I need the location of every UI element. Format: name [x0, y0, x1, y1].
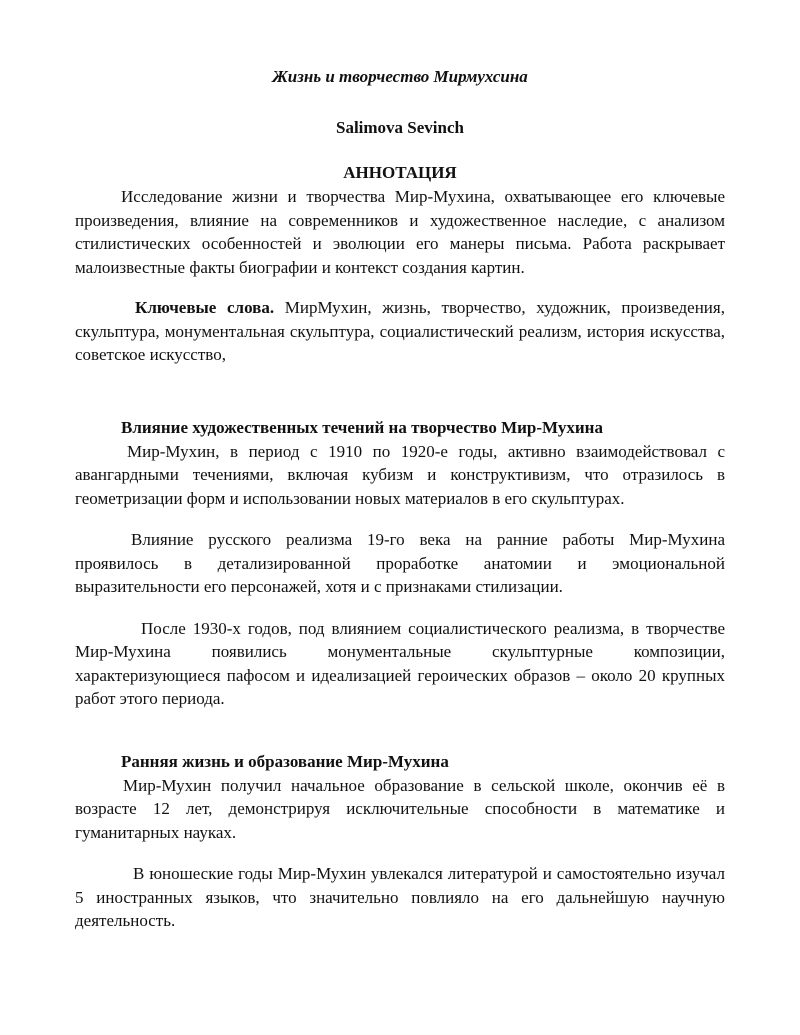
section-heading-early-life: Ранняя жизнь и образование Мир-Мухина — [121, 751, 449, 771]
keywords-text: МирМухин, жизнь, творчество, художник, произведения, скульптура, монументальная скульптура, социалистический реализм, история искусства, советское искусство, — [75, 298, 725, 364]
keywords-paragraph — [75, 296, 725, 367]
section-paragraph: Влияние русского реализма 19-го века на ранние работы Мир-Мухина проявилось в детализированной проработке анатомии и эмоциональной выразительности его персонажей, хотя и с признаками стилизации. — [75, 530, 725, 596]
keywords-label: Ключевые слова. — [135, 298, 275, 317]
section-paragraph: Мир-Мухин получил начальное образование в сельской школе, окончив её в возрасте 12 лет, демонстрируя исключительные способности в математике и гуманитарных науках. — [75, 775, 725, 842]
section-paragraph: В юношеские годы Мир-Мухин увлекался литературой и самостоятельно изучал 5 иностранных языков, что значительно повлияло на его дальнейшую научную деятельность. — [75, 864, 725, 930]
author-name: Salimova Sevinch — [336, 118, 464, 137]
section-paragraph: Мир-Мухин, в период с 1910 по 1920-е годы, активно взаимодействовал с авангардными течениями, включая кубизм и конструктивизм, что отразилось в геометризации форм и использовании новых материалов в его скульптурах. — [75, 441, 725, 508]
document-title: Жизнь и творчество Мирмухсина — [272, 67, 528, 86]
section-paragraph: После 1930-х годов, под влиянием социалистического реализма, в творчестве Мир-Мухина появились монументальные скульптурные композиции, характеризующиеся пафосом и идеализацией героических образов – около 20 крупных работ этого периода. — [75, 618, 725, 708]
annotation-heading: АННОТАЦИЯ — [343, 163, 457, 182]
annotation-text: Исследование жизни и творчества Мир-Мухина, охватывающее его ключевые произведения, влияние на современников и художественное наследие, с анализом стилистических особенностей и эволюции его манеры письма. Работа раскрывает малоизвестные факты биографии и контекст создания картин. — [75, 187, 725, 277]
section-heading-influence: Влияние художественных течений на творчество Мир-Мухина — [121, 417, 603, 437]
